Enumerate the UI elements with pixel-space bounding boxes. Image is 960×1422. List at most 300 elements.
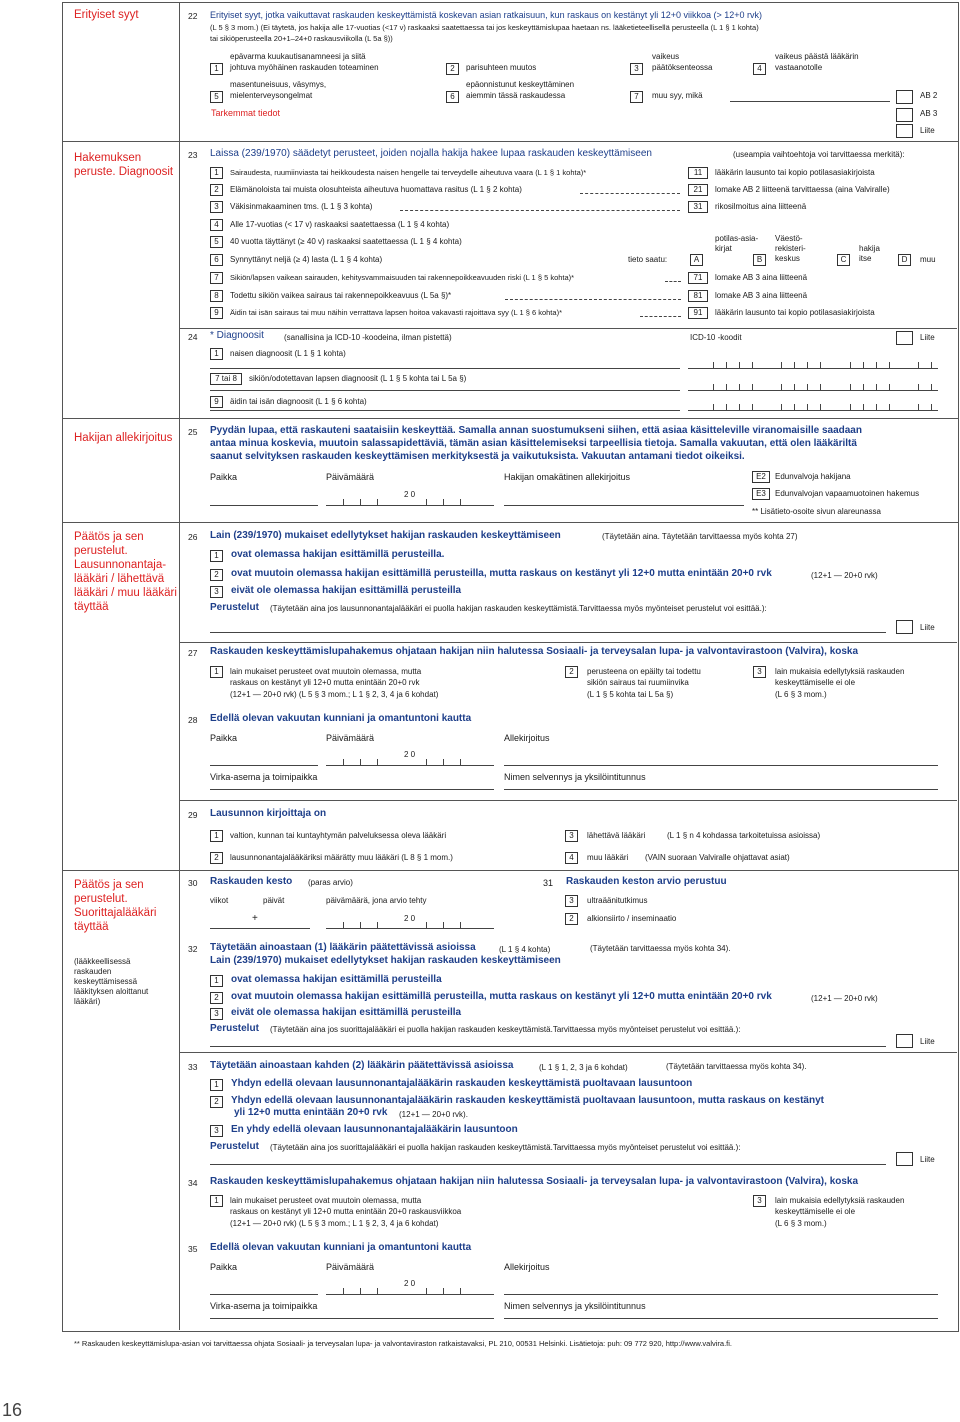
date-tick xyxy=(377,922,378,928)
q28-date-label: Päivämäärä xyxy=(326,733,375,743)
q35-date-field[interactable] xyxy=(326,1294,494,1295)
q29-checkbox-3[interactable]: 3 xyxy=(565,830,578,842)
q26-reasons-field[interactable] xyxy=(210,632,886,633)
q35-date-label: Päivämäärä xyxy=(326,1262,375,1272)
icd-tick xyxy=(863,404,864,410)
q23-opt4: Alle 17-vuotias (< 17 v) raskaaksi saatettaessa (L 1 § 4 kohta) xyxy=(230,220,450,229)
q29-checkbox-2[interactable]: 2 xyxy=(210,852,223,864)
q33-reasons-field[interactable] xyxy=(210,1164,886,1165)
q22-checkbox-4[interactable]: 4 xyxy=(753,63,766,75)
q22-checkbox-6[interactable]: 6 xyxy=(446,91,459,103)
q23-attach-31: rikosilmoitus aina liitteenä xyxy=(715,202,807,211)
q33-attachment-label: Liite xyxy=(920,1155,935,1164)
q22-title: Erityiset syyt, jotka vaikuttavat raskauden keskeyttämistä koskevan asian ratkaisuun, kun raskaus on kestänyt yli 12+0 viikkoa (> 12+0 rvk) xyxy=(210,10,763,20)
side-label-decision-referring: Päätös ja sen perustelut. Lausunnonantaja-lääkäri / lähettävä lääkäri / muu lääkäri täyttää xyxy=(74,531,177,613)
q23-opt9: Äidin tai isän sairaus tai muu näihin verrattava lapsen hoitoa vakavasti rajoittava syy (L 1 § 6 kohta)* xyxy=(230,308,562,317)
q33-checkbox-1[interactable]: 1 xyxy=(210,1079,223,1091)
q29-opt3: lähettävä lääkäri xyxy=(587,831,646,840)
q23-checkbox-1[interactable]: 1 xyxy=(210,167,223,179)
q27-c2-line2: sikiön sairaus tai ruumiinvika xyxy=(587,678,689,687)
question-number: 30 xyxy=(188,878,198,888)
q28-year: 2 0 xyxy=(404,750,416,759)
q22-attachment-checkbox[interactable] xyxy=(896,124,913,138)
q24-hint: (sanallisina ja ICD-10 -koodeina, ilman pistettä) xyxy=(284,333,452,342)
q23-checkbox-4[interactable]: 4 xyxy=(210,219,223,231)
q32-opt1: ovat olemassa hakijan esittämillä perusteilla xyxy=(231,974,442,985)
q31-opt3: ultraäänitutkimus xyxy=(587,896,648,905)
q35-name-field[interactable] xyxy=(504,1318,938,1319)
q22-opt3-line1: vaikeus xyxy=(652,52,680,61)
q23-code-11[interactable]: 11 xyxy=(688,167,708,179)
q26-checkbox-1[interactable]: 1 xyxy=(210,550,223,562)
q32-checkbox-1[interactable]: 1 xyxy=(210,975,223,987)
q25-year: 2 0 xyxy=(404,490,416,499)
q24-woman-line[interactable] xyxy=(210,368,680,369)
q28-date-field[interactable] xyxy=(326,765,494,766)
side-label-diagnoses: Hakemuksen peruste. Diagnoosit xyxy=(74,152,174,178)
q22-line3: tai sikiöperusteella 20+1–24+0 raskausviikolla (L 5a §)) xyxy=(210,34,393,43)
q24-fetus-icd[interactable] xyxy=(688,390,938,391)
q23-opt1: Sairaudesta, ruumiinviasta tai heikkoudesta naisen hengelle tai terveydelle aiheutuva vaara (L 1 § 1 kohta)* xyxy=(230,168,587,177)
icd-tick xyxy=(820,384,821,390)
q33-reasons-hint: (Täytetään aina jos suorittajalääkäri ei puolla hakijan raskauden keskeyttämistä.Tarvittaessa myös myönteiset perustelut voi esittää.): xyxy=(270,1143,741,1152)
q22-opt5-line2: mielenterveysongelmat xyxy=(230,91,313,100)
q23-code-21[interactable]: 21 xyxy=(688,184,708,196)
q22-opt5-line1: masentuneisuus, väsymys, xyxy=(230,80,327,89)
q23-leader xyxy=(505,299,681,300)
date-tick xyxy=(426,922,427,928)
q23-opt7: Sikiön/lapsen vaikean sairauden, kehitysvammaisuuden tai rakennepoikkeavuuden riski (L 1 § 5 kohta)* xyxy=(230,273,575,282)
q23-code-81[interactable]: 81 xyxy=(688,290,708,302)
icd-tick xyxy=(807,404,808,410)
section-divider xyxy=(62,522,959,523)
icd-tick xyxy=(820,404,821,410)
q22-attachment-label: Liite xyxy=(920,126,935,135)
icd-tick xyxy=(752,384,753,390)
q22-opt2: parisuhteen muutos xyxy=(466,63,537,72)
q23-source-a: potilas-asia-kirjat xyxy=(715,234,759,253)
q26-reasons-hint: (Täytetään aina jos lausunnonantajalääkäri ei puolla hakijan raskauden keskeyttämistä.Tarvittaessa myös myönteiset perustelut voi esittää.): xyxy=(270,604,767,613)
q29-opt4-note: (VAIN suoraan Valviralle ohjattavat asiat) xyxy=(645,853,790,862)
q30-hint: (paras arvio) xyxy=(308,878,353,887)
q23-attach-21: lomake AB 2 liitteenä tarvittaessa (aina Valviralle) xyxy=(715,185,890,194)
icd-tick xyxy=(889,362,890,368)
question-number: 32 xyxy=(188,944,198,954)
q32-opt3: eivät ole olemassa hakijan esittämillä perusteilla xyxy=(231,1007,462,1018)
q27-title: Raskauden keskeyttämislupahakemus ohjataan hakijan niin halutessa Sosiaali- ja terveysalan lupa- ja valvontavirastoon (Valvira), koska xyxy=(210,646,859,657)
q24-attachment-label: Liite xyxy=(920,333,935,342)
q26-attachment-label: Liite xyxy=(920,623,935,632)
q23-leader xyxy=(665,281,681,282)
q23-leader xyxy=(640,316,681,317)
q32-opt2: ovat muutoin olemassa hakijan esittämillä perusteilla, mutta raskaus on kestänyt yli 12+0 mutta enintään 20+0 rvk xyxy=(231,991,772,1002)
q28-role-field[interactable] xyxy=(210,789,494,790)
q25-signature-label: Hakijan omakätinen allekirjoitus xyxy=(504,472,631,482)
q26-checkbox-2[interactable]: 2 xyxy=(210,569,223,581)
q27-c2-line1: perusteena on epäilty tai todettu xyxy=(587,667,701,676)
icd-tick xyxy=(713,384,714,390)
q23-checkbox-7[interactable]: 7 xyxy=(210,272,223,284)
q22-checkbox-3[interactable]: 3 xyxy=(630,63,643,75)
q24-attachment-checkbox[interactable] xyxy=(896,331,913,345)
q31-title: Raskauden keston arvio perustuu xyxy=(566,876,727,887)
q26-title: Lain (239/1970) mukaiset edellytykset hakijan raskauden keskeyttämiseen xyxy=(210,530,561,541)
icd-tick xyxy=(781,384,782,390)
q27-c2-line3: (L 1 § 5 kohta tai L 5a §) xyxy=(587,690,674,699)
side-label-decision-performing: Päätös ja sen perustelut. Suorittajalääkäri täyttää xyxy=(74,879,157,933)
q27-checkbox-2[interactable]: 2 xyxy=(565,666,578,678)
q23-source-d: muu xyxy=(920,255,936,264)
q31-checkbox-2[interactable]: 2 xyxy=(565,913,578,925)
q24-checkbox-9[interactable]: 9 xyxy=(210,396,223,408)
q27-c3-line3: (L 6 § 3 mom.) xyxy=(775,690,827,699)
icd-tick xyxy=(794,384,795,390)
question-number: 29 xyxy=(188,810,198,820)
q33-opt2-range: (12+1 — 20+0 rvk). xyxy=(399,1110,468,1119)
q35-name-label: Nimen selvennys ja yksilöintitunnus xyxy=(504,1301,646,1311)
q28-signature-field[interactable] xyxy=(504,765,938,766)
q25-date-label: Päivämäärä xyxy=(326,472,375,482)
q23-opt5: 40 vuotta täyttänyt (≥ 40 v) raskaaksi saatettaessa (L 1 § 4 kohta) xyxy=(230,237,462,246)
q23-attach-81: lomake AB 3 aina liitteenä xyxy=(715,291,808,300)
q23-opt8: Todettu sikiön vaikea sairaus tai rakennepoikkeavuus (L 5a §)* xyxy=(230,291,452,300)
icd-tick xyxy=(918,384,919,390)
q35-role-label: Virka-asema ja toimipaikka xyxy=(210,1301,318,1311)
q33-attachment-checkbox[interactable] xyxy=(896,1152,913,1166)
date-tick xyxy=(426,759,427,765)
q30-days-label: päivät xyxy=(263,896,285,905)
q23-attach-91: lääkärin lausunto tai kopio potilasasiakirjoista xyxy=(715,308,875,317)
icd-tick xyxy=(726,384,727,390)
icd-tick xyxy=(739,384,740,390)
q25-note: ** Lisätieto-osoite sivun alareunassa xyxy=(752,507,881,516)
icd-tick xyxy=(889,384,890,390)
date-tick xyxy=(460,759,461,765)
date-tick xyxy=(460,499,461,505)
q26-opt2-range: (12+1 — 20+0 rvk) xyxy=(811,571,878,580)
icd-tick xyxy=(850,362,851,368)
q30-date-field[interactable] xyxy=(326,928,494,929)
q35-role-field[interactable] xyxy=(210,1318,494,1319)
question-number: 35 xyxy=(188,1244,198,1254)
icd-tick xyxy=(752,362,753,368)
q22-more-info: Tarkemmat tiedot xyxy=(211,108,281,118)
q30-duration-field[interactable] xyxy=(210,928,310,929)
date-tick xyxy=(426,499,427,505)
icd-tick xyxy=(726,362,727,368)
q22-opt3-line2: päätöksenteossa xyxy=(652,63,713,72)
ab2-label: AB 2 xyxy=(920,91,938,100)
q22-opt1-line1: epävarma kuukautisanamneesi ja siitä xyxy=(230,52,366,61)
q23-checkbox-6[interactable]: 6 xyxy=(210,254,223,266)
icd-tick xyxy=(850,384,851,390)
q23-source-c: hakija itse xyxy=(859,244,880,263)
date-tick xyxy=(460,1288,461,1294)
q22-opt7: muu syy, mikä xyxy=(652,91,703,100)
q33-checkbox-2[interactable]: 2 xyxy=(210,1096,223,1108)
ab3-label: AB 3 xyxy=(920,109,938,118)
q24-fetus-line[interactable] xyxy=(210,390,680,391)
question-divider xyxy=(179,1052,957,1053)
q30-title: Raskauden kesto xyxy=(210,876,293,887)
q23-attach-11: lääkärin lausunto tai kopio potilasasiakirjoista xyxy=(715,168,875,177)
q22-checkbox-5[interactable]: 5 xyxy=(210,91,223,103)
question-divider xyxy=(179,328,957,329)
q34-c3-line1: lain mukaisia edellytyksiä raskauden xyxy=(775,1196,905,1205)
q25-date-field[interactable] xyxy=(326,505,494,506)
q24-checkbox-78[interactable]: 7 tai 8 xyxy=(210,373,242,385)
date-tick xyxy=(360,922,361,928)
q23-opt6: Synnyttänyt neljä (≥ 4) lasta (L 1 § 4 kohta) xyxy=(230,255,383,264)
q25-text-3: saanut selvityksen raskauden keskeyttämisen merkityksestä ja vaikutuksista. Vakuutan antamani tiedot oikeiksi. xyxy=(210,451,745,462)
section-divider xyxy=(62,141,959,142)
q25-signature-field[interactable] xyxy=(504,505,744,506)
icd-tick xyxy=(931,362,932,368)
q22-opt6-line2: aiemmin tässä raskaudessa xyxy=(466,91,566,100)
q25-e2-label: Edunvalvoja hakijana xyxy=(775,472,851,481)
q24-checkbox-1[interactable]: 1 xyxy=(210,348,223,360)
q22-opt6-line1: epäonnistunut keskeyttäminen xyxy=(466,80,575,89)
date-tick xyxy=(377,759,378,765)
icd-tick xyxy=(931,404,932,410)
icd-tick xyxy=(794,362,795,368)
date-tick xyxy=(426,1288,427,1294)
side-note-medication: (lääkkeellisessä raskauden keskeyttämisessä lääkityksen aloittanut lääkäri) xyxy=(74,957,149,1006)
date-tick xyxy=(343,759,344,765)
q32-attachment-checkbox[interactable] xyxy=(896,1034,913,1048)
q25-text-2: antaa minua koskevia, muutoin salassapidettäviä, tämän asian käsittelemiseksi tarpeellisia tietoja. Samalla vakuutan, että olen lääkäriltä xyxy=(210,438,857,449)
q35-signature-field[interactable] xyxy=(504,1294,938,1295)
q34-checkbox-1[interactable]: 1 xyxy=(210,1195,223,1207)
q22-line2: (L 5 § 3 mom.) (Ei täytetä, jos hakija alle 17-vuotias (<17 v) raskaaksi saatettaessa tai jos keskeyttämislupaa haetaan ns. lääketieteellisellä perusteella (L 1 § 1 kohta) xyxy=(210,23,759,32)
q25-e2-box[interactable]: E2 xyxy=(752,471,770,483)
question-number: 27 xyxy=(188,648,198,658)
q22-checkbox-1[interactable]: 1 xyxy=(210,63,223,75)
q27-c3-line2: keskeyttämiselle ei ole xyxy=(775,678,856,687)
q23-leader xyxy=(580,193,680,194)
date-tick xyxy=(443,499,444,505)
icd-tick xyxy=(820,362,821,368)
question-number: 24 xyxy=(188,332,198,342)
footer-note: ** Raskauden keskeyttämislupa-asian voi tarvittaessa ohjata Sosiaali- ja terveysalan lupa- ja valvontaviraston ratkaistavaksi, PL 210, 00531 Helsinki. Lisätietoja: puh: 09 772 920, http://www.valvira.fi. xyxy=(74,1339,732,1348)
date-tick xyxy=(360,499,361,505)
ab3-checkbox[interactable] xyxy=(896,108,913,122)
q25-place-label: Paikka xyxy=(210,472,238,482)
q24-woman-icd[interactable] xyxy=(688,368,938,369)
date-tick xyxy=(460,922,461,928)
icd-tick xyxy=(863,362,864,368)
icd-tick xyxy=(739,404,740,410)
q32-checkbox-3[interactable]: 3 xyxy=(210,1008,223,1020)
date-tick xyxy=(360,759,361,765)
q32-title: Täytetään ainoastaan (1) lääkärin päätettävissä asioissa xyxy=(210,942,476,953)
q34-c3-line2: keskeyttämiselle ei ole xyxy=(775,1207,856,1216)
q23-checkbox-5[interactable]: 5 xyxy=(210,236,223,248)
q23-checkbox-3[interactable]: 3 xyxy=(210,201,223,213)
q32-hint: (Täytetään tarvittaessa myös kohta 34). xyxy=(590,944,731,953)
q23-source-d-box[interactable]: D xyxy=(898,254,911,266)
q24-parent-icd[interactable] xyxy=(688,410,938,411)
q23-source-a-box[interactable]: A xyxy=(690,254,703,266)
question-divider xyxy=(179,642,957,643)
q33-opt1: Yhdyn edellä olevaan lausunnonantajalääkärin raskauden keskeyttämistä puoltavaan lausuntoon xyxy=(231,1078,693,1089)
q35-signature-label: Allekirjoitus xyxy=(504,1262,550,1272)
q28-role-label: Virka-asema ja toimipaikka xyxy=(210,772,318,782)
q27-c3-line1: lain mukaisia edellytyksiä raskauden xyxy=(775,667,905,676)
q26-reasons-label: Perustelut xyxy=(210,602,259,613)
q30-date-label: päivämäärä, jona arvio tehty xyxy=(326,896,427,905)
q35-title: Edellä olevan vakuutan kunniani ja omantuntoni kautta xyxy=(210,1242,472,1253)
q29-opt2: lausunnonantajalääkäriksi määrätty muu lääkäri (L 8 § 1 mom.) xyxy=(230,853,453,862)
side-label-special-reasons: Erityiset syyt xyxy=(74,9,139,21)
q30-year: 2 0 xyxy=(404,914,416,923)
q32-reasons-hint: (Täytetään aina jos suorittajalääkäri ei puolla hakijan raskauden keskeyttämistä.Tarvittaessa myös myönteiset perustelut voi esittää.): xyxy=(270,1025,741,1034)
q23-checkbox-9[interactable]: 9 xyxy=(210,307,223,319)
page-number: 16 xyxy=(2,1400,23,1420)
q30-weeks-label: viikot xyxy=(210,896,229,905)
q29-checkbox-1[interactable]: 1 xyxy=(210,830,223,842)
icd-tick xyxy=(876,362,877,368)
icd-tick xyxy=(794,404,795,410)
date-tick xyxy=(443,922,444,928)
q23-checkbox-8[interactable]: 8 xyxy=(210,290,223,302)
q26-opt3: eivät ole olemassa hakijan esittämillä perusteilla xyxy=(231,585,462,596)
q32-attachment-label: Liite xyxy=(920,1037,935,1046)
q28-place-field[interactable] xyxy=(210,765,318,766)
date-tick xyxy=(360,1288,361,1294)
q23-leader xyxy=(400,210,680,211)
q33-opt2-line2: yli 12+0 mutta enintään 20+0 rvk xyxy=(234,1107,388,1118)
q35-place-field[interactable] xyxy=(210,1294,318,1295)
q33-title: Täytetään ainoastaan kahden (2) lääkärin päätettävissä asioissa xyxy=(210,1060,514,1071)
ab2-checkbox[interactable] xyxy=(896,90,913,104)
date-tick xyxy=(377,499,378,505)
q23-title: Laissa (239/1970) säädetyt perusteet, joiden nojalla hakija hakee lupaa raskauden keskeyttämiseen xyxy=(210,148,652,159)
q27-checkbox-3[interactable]: 3 xyxy=(753,666,766,678)
q34-checkbox-3[interactable]: 3 xyxy=(753,1195,766,1207)
q26-attachment-checkbox[interactable] xyxy=(896,620,913,634)
icd-tick xyxy=(807,384,808,390)
q26-checkbox-3[interactable]: 3 xyxy=(210,586,223,598)
q29-opt4: muu lääkäri xyxy=(587,853,629,862)
icd-tick xyxy=(918,404,919,410)
section-divider xyxy=(62,418,959,419)
date-tick xyxy=(343,1288,344,1294)
q24-diag-woman: naisen diagnoosit (L 1 § 1 kohta) xyxy=(230,349,346,358)
q29-opt3-note: (L 1 § n 4 kohdassa tarkoitetuissa asioissa) xyxy=(667,831,821,840)
q25-text-1: Pyydän lupaa, että raskauteni saataisiin keskeyttää. Samalla annan suostumukseni siihen, että asiaa käsitteleville viranomaisille saadaan xyxy=(210,425,862,436)
q23-checkbox-2[interactable]: 2 xyxy=(210,184,223,196)
q23-source-label: tieto saatu: xyxy=(628,255,668,264)
q28-title: Edellä olevan vakuutan kunniani ja omantuntoni kautta xyxy=(210,713,472,724)
q34-c1-line2: raskaus on kestänyt yli 12+0 mutta enintään 20+0 raskausviikkoa xyxy=(230,1207,462,1216)
q30-plus: + xyxy=(252,913,258,924)
icd-tick xyxy=(739,362,740,368)
icd-tick xyxy=(781,404,782,410)
q23-hint: (useampia vaihtoehtoja voi tarvittaessa merkitä): xyxy=(733,150,905,159)
q23-code-31[interactable]: 31 xyxy=(688,201,708,213)
icd-tick xyxy=(876,384,877,390)
icd-tick xyxy=(781,362,782,368)
q32-reasons-field[interactable] xyxy=(210,1046,886,1047)
q35-place-label: Paikka xyxy=(210,1262,238,1272)
question-number: 34 xyxy=(188,1178,198,1188)
q33-opt3: En yhdy edellä olevaan lausunnonantajalääkärin lausuntoon xyxy=(231,1124,518,1135)
icd-tick xyxy=(850,404,851,410)
icd-tick xyxy=(889,404,890,410)
question-number: 22 xyxy=(188,11,198,21)
q23-code-71[interactable]: 71 xyxy=(688,272,708,284)
icd-tick xyxy=(931,384,932,390)
q31-opt2: alkionsiirto / inseminaatio xyxy=(587,914,677,923)
icd-tick xyxy=(713,362,714,368)
q32-reasons-label: Perustelut xyxy=(210,1023,259,1034)
icd-tick xyxy=(863,384,864,390)
q25-e3-label: Edunvalvojan vapaamuotoinen hakemus xyxy=(775,489,920,498)
date-tick xyxy=(443,759,444,765)
question-number: 28 xyxy=(188,715,198,725)
q22-checkbox-7[interactable]: 7 xyxy=(630,91,643,103)
q29-title: Lausunnon kirjoittaja on xyxy=(210,808,327,819)
q25-place-field[interactable] xyxy=(210,505,318,506)
q28-name-field[interactable] xyxy=(504,789,938,790)
q27-c1-line3: (12+1 — 20+0 rvk) (L 5 § 3 mom.; L 1 § 2, 3, 4 ja 6 kohdat) xyxy=(230,690,439,699)
icd-tick xyxy=(807,362,808,368)
q28-signature-label: Allekirjoitus xyxy=(504,733,550,743)
q28-name-label: Nimen selvennys ja yksilöintitunnus xyxy=(504,772,646,782)
q23-opt2: Elämänoloista tai muista olosuhteista aiheutuva huomattava rasitus (L 1 § 2 kohta) xyxy=(230,185,522,194)
q34-c1-line1: lain mukaiset perusteet ovat muutoin olemassa, mutta xyxy=(230,1196,422,1205)
q23-source-c-box[interactable]: C xyxy=(837,254,850,266)
question-number: 25 xyxy=(188,427,198,437)
q33-hint: (Täytetään tarvittaessa myös kohta 34). xyxy=(666,1062,807,1071)
icd-tick xyxy=(876,404,877,410)
q28-place-label: Paikka xyxy=(210,733,238,743)
question-number: 23 xyxy=(188,150,198,160)
q27-c1-line2: raskaus on kestänyt yli 12+0 mutta enintään 20+0 rvk xyxy=(230,678,420,687)
q23-source-b: Väestö-rekisteri-keskus xyxy=(775,234,806,263)
q33-checkbox-3[interactable]: 3 xyxy=(210,1125,223,1137)
q24-parent-line[interactable] xyxy=(210,410,680,411)
q23-opt3: Väkisinmakaaminen tms. (L 1 § 3 kohta) xyxy=(230,202,373,211)
q26-hint: (Täytetään aina. Täytetään tarvittaessa myös kohta 27) xyxy=(602,532,798,541)
q32-opt2-range: (12+1 — 20+0 rvk) xyxy=(811,994,878,1003)
q34-c1-line3: (12+1 — 20+0 rvk) (L 5 § 3 mom.; L 1 § 2, 3, 4 ja 6 kohdat) xyxy=(230,1219,439,1228)
q34-c3-line3: (L 6 § 3 mom.) xyxy=(775,1219,827,1228)
q22-other-reason-line[interactable] xyxy=(730,101,890,102)
q22-checkbox-2[interactable]: 2 xyxy=(446,63,459,75)
column-divider xyxy=(179,2,180,1330)
icd-tick xyxy=(726,404,727,410)
q24-icd-label: ICD-10 -koodit xyxy=(690,333,742,342)
q32-sub: Lain (239/1970) mukaiset edellytykset hakijan raskauden keskeyttämiseen xyxy=(210,955,561,966)
q23-source-b-box[interactable]: B xyxy=(753,254,766,266)
q27-checkbox-1[interactable]: 1 xyxy=(210,666,223,678)
q22-opt1-line2: johtuva myöhäinen raskauden toteaminen xyxy=(230,63,379,72)
q31-checkbox-3[interactable]: 3 xyxy=(565,895,578,907)
q24-diag-parent: äidin tai isän diagnoosit (L 1 § 6 kohta) xyxy=(230,397,367,406)
date-tick xyxy=(343,499,344,505)
q23-code-91[interactable]: 91 xyxy=(688,307,708,319)
q25-e3-box[interactable]: E3 xyxy=(752,488,770,500)
q22-opt4-line2: vastaanotolle xyxy=(775,63,823,72)
date-tick xyxy=(443,1288,444,1294)
q29-checkbox-4[interactable]: 4 xyxy=(565,852,578,864)
q22-opt4-line1: vaikeus päästä lääkärin xyxy=(775,52,859,61)
icd-tick xyxy=(713,404,714,410)
q32-checkbox-2[interactable]: 2 xyxy=(210,992,223,1004)
question-number: 26 xyxy=(188,532,198,542)
